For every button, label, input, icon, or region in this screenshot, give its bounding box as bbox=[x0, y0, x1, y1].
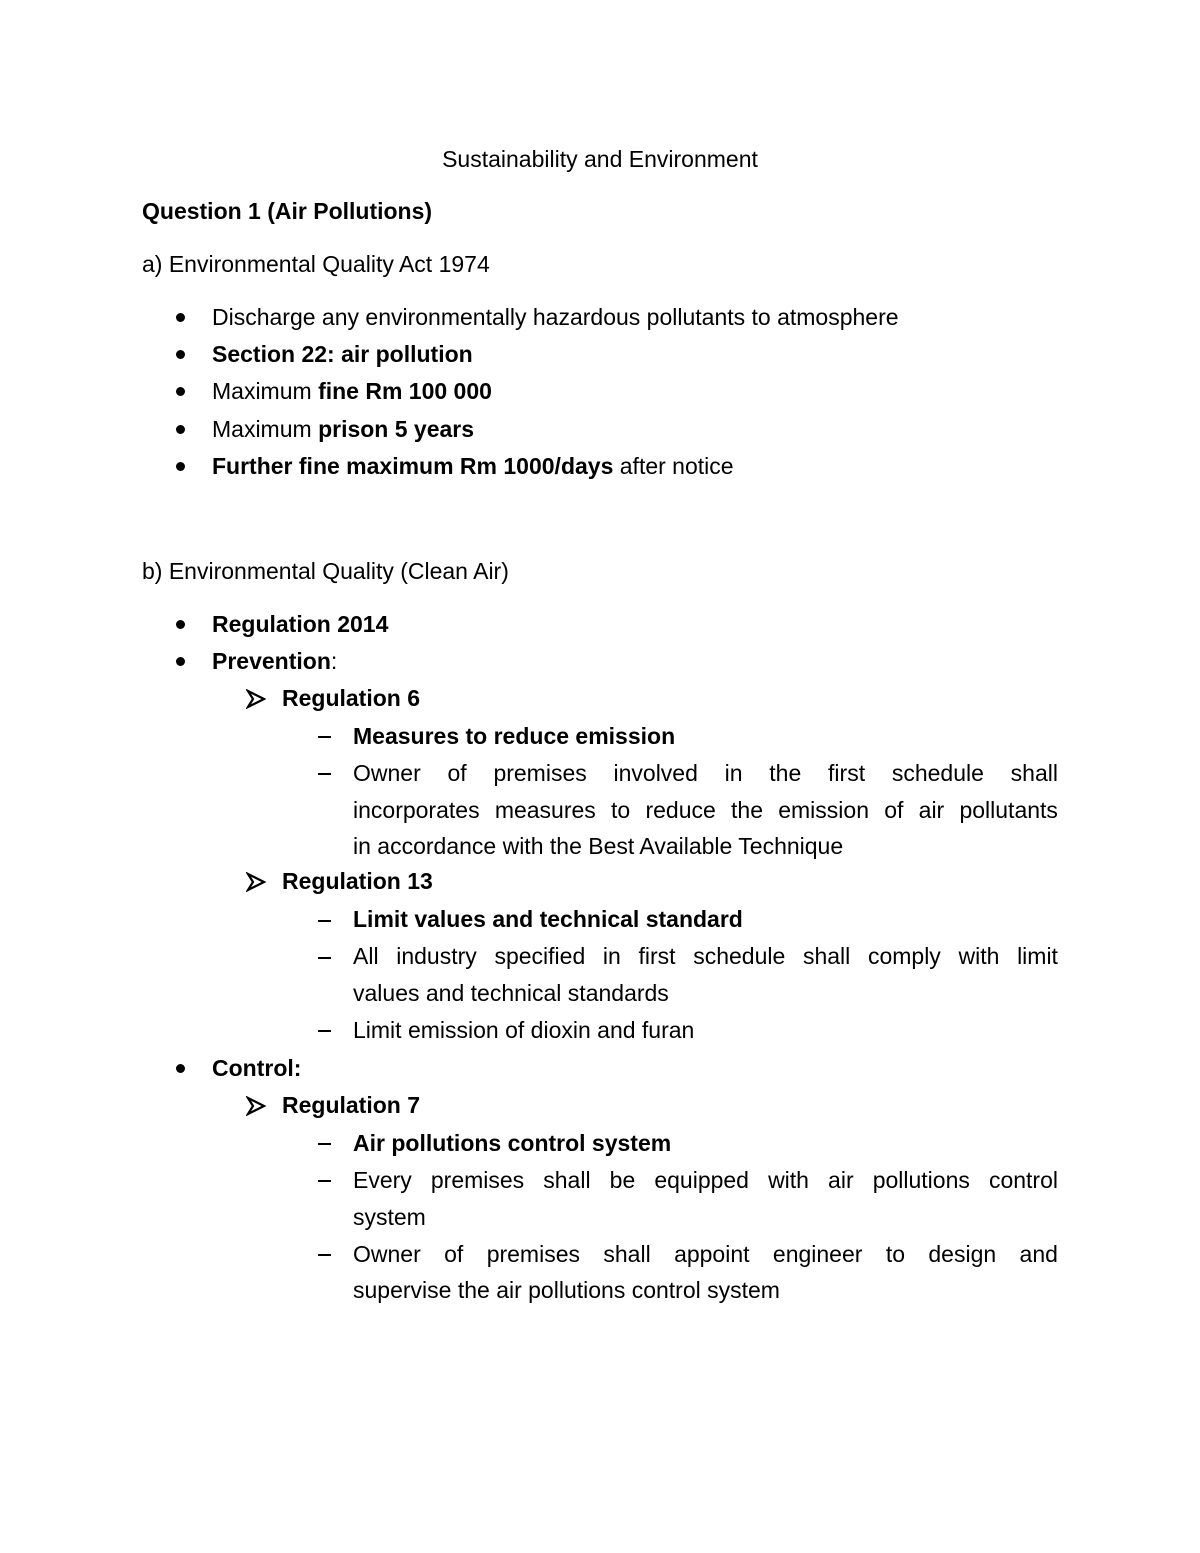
list-item bbox=[353, 1240, 1058, 1268]
word: with bbox=[958, 943, 1000, 969]
list-item bbox=[353, 942, 1058, 970]
list-item-bold-text: Prevention bbox=[212, 648, 331, 674]
word: measures bbox=[494, 797, 596, 823]
list-item-text: after notice bbox=[613, 453, 734, 479]
list-item bbox=[212, 647, 337, 675]
word: engineer bbox=[772, 1241, 863, 1267]
list-item: Measures to reduce emission bbox=[353, 723, 676, 749]
dash-bullet-icon bbox=[318, 957, 331, 959]
word: control bbox=[988, 1167, 1058, 1193]
section-a-heading: a) Environmental Quality Act 1974 bbox=[142, 251, 490, 277]
page-title: Sustainability and Environment bbox=[442, 146, 758, 172]
question-heading: Question 1 (Air Pollutions) bbox=[142, 198, 433, 224]
word: All bbox=[353, 943, 379, 969]
word: schedule bbox=[693, 943, 786, 969]
word: first bbox=[828, 760, 866, 786]
justified-line bbox=[353, 759, 1058, 787]
word: specified bbox=[494, 943, 586, 969]
justified-line bbox=[353, 942, 1058, 970]
word: equipped bbox=[654, 1167, 749, 1193]
word: of bbox=[444, 1241, 464, 1267]
list-item-text: Maximum bbox=[212, 378, 319, 404]
list-item-bold-text: Further fine maximum Rm 1000/days bbox=[212, 453, 614, 479]
list-item: Discharge any environmentally hazardous pollutants to atmosphere bbox=[212, 304, 899, 330]
word: shall bbox=[603, 1241, 651, 1267]
word: limit bbox=[1017, 943, 1058, 969]
bullet-icon bbox=[176, 657, 185, 666]
word: in bbox=[602, 943, 621, 969]
list-item-continued: supervise the air pollutions control system bbox=[353, 1277, 780, 1303]
arrow-bullet-icon bbox=[246, 689, 266, 709]
dash-bullet-icon bbox=[318, 736, 331, 738]
list-item bbox=[212, 415, 474, 443]
word: Every bbox=[353, 1167, 412, 1193]
list-item: Regulation 2014 bbox=[212, 611, 389, 637]
word: Owner bbox=[353, 1241, 421, 1267]
bullet-icon bbox=[176, 350, 185, 359]
bullet-icon bbox=[176, 1064, 185, 1073]
dash-bullet-icon bbox=[318, 1143, 331, 1145]
word: the bbox=[731, 797, 763, 823]
section-b-heading: b) Environmental Quality (Clean Air) bbox=[142, 558, 509, 584]
list-item: Limit values and technical standard bbox=[353, 906, 743, 932]
bullet-icon bbox=[176, 620, 185, 629]
bullet-icon bbox=[176, 313, 185, 322]
list-item-bold-text: prison 5 years bbox=[318, 416, 475, 442]
word: comply bbox=[867, 943, 941, 969]
list-item bbox=[353, 1166, 1058, 1194]
regulation-7-label: Regulation 7 bbox=[282, 1092, 421, 1118]
word: with bbox=[768, 1167, 809, 1193]
bullet-icon bbox=[176, 462, 185, 471]
word: to bbox=[885, 1241, 905, 1267]
list-item-bold-text: fine Rm 100 000 bbox=[318, 378, 492, 404]
dash-bullet-icon bbox=[318, 1030, 331, 1032]
list-item bbox=[353, 759, 1058, 787]
word: industry bbox=[396, 943, 477, 969]
word: shall bbox=[1010, 760, 1058, 786]
word: of bbox=[447, 760, 467, 786]
list-item: Limit emission of dioxin and furan bbox=[353, 1017, 695, 1043]
list-item bbox=[212, 377, 492, 405]
dash-bullet-icon bbox=[318, 1254, 331, 1256]
word: incorporates bbox=[353, 797, 480, 823]
list-item-continued bbox=[353, 796, 1058, 824]
justified-line bbox=[353, 796, 1058, 824]
arrow-bullet-icon bbox=[246, 1096, 266, 1116]
word: Owner bbox=[353, 760, 421, 786]
justified-line bbox=[353, 1240, 1058, 1268]
dash-bullet-icon bbox=[318, 1180, 331, 1182]
word: to bbox=[611, 797, 631, 823]
list-item: Air pollutions control system bbox=[353, 1130, 672, 1156]
list-item-continued: values and technical standards bbox=[353, 980, 669, 1006]
list-item-continued: in accordance with the Best Available Technique bbox=[353, 833, 844, 859]
word: appoint bbox=[674, 1241, 750, 1267]
word: design bbox=[928, 1241, 997, 1267]
word: shall bbox=[802, 943, 851, 969]
list-item: Section 22: air pollution bbox=[212, 341, 473, 367]
regulation-6-label: Regulation 6 bbox=[282, 685, 421, 711]
arrow-bullet-icon bbox=[246, 872, 266, 892]
word: involved bbox=[613, 760, 698, 786]
word: air bbox=[918, 797, 945, 823]
word: reduce bbox=[645, 797, 716, 823]
word: emission bbox=[778, 797, 869, 823]
word: first bbox=[638, 943, 676, 969]
dash-bullet-icon bbox=[318, 920, 331, 922]
word: the bbox=[769, 760, 802, 786]
bullet-icon bbox=[176, 425, 185, 434]
list-item bbox=[212, 452, 734, 480]
word: pollutants bbox=[959, 797, 1058, 823]
word: schedule bbox=[891, 760, 984, 786]
list-item-continued: system bbox=[353, 1204, 426, 1230]
word: shall bbox=[543, 1167, 591, 1193]
bullet-icon bbox=[176, 387, 185, 396]
word: premises bbox=[430, 1167, 525, 1193]
regulation-13-label: Regulation 13 bbox=[282, 868, 433, 894]
word: air bbox=[828, 1167, 854, 1193]
list-item-text: : bbox=[330, 648, 338, 674]
word: premises bbox=[493, 760, 587, 786]
word: premises bbox=[486, 1241, 580, 1267]
word: pollutions bbox=[872, 1167, 970, 1193]
list-item-text: Maximum bbox=[212, 416, 319, 442]
word: in bbox=[724, 760, 743, 786]
list-item: Control: bbox=[212, 1055, 302, 1081]
word: of bbox=[884, 797, 904, 823]
word: and bbox=[1019, 1241, 1058, 1267]
word: be bbox=[609, 1167, 636, 1193]
dash-bullet-icon bbox=[318, 773, 331, 775]
justified-line bbox=[353, 1166, 1058, 1194]
